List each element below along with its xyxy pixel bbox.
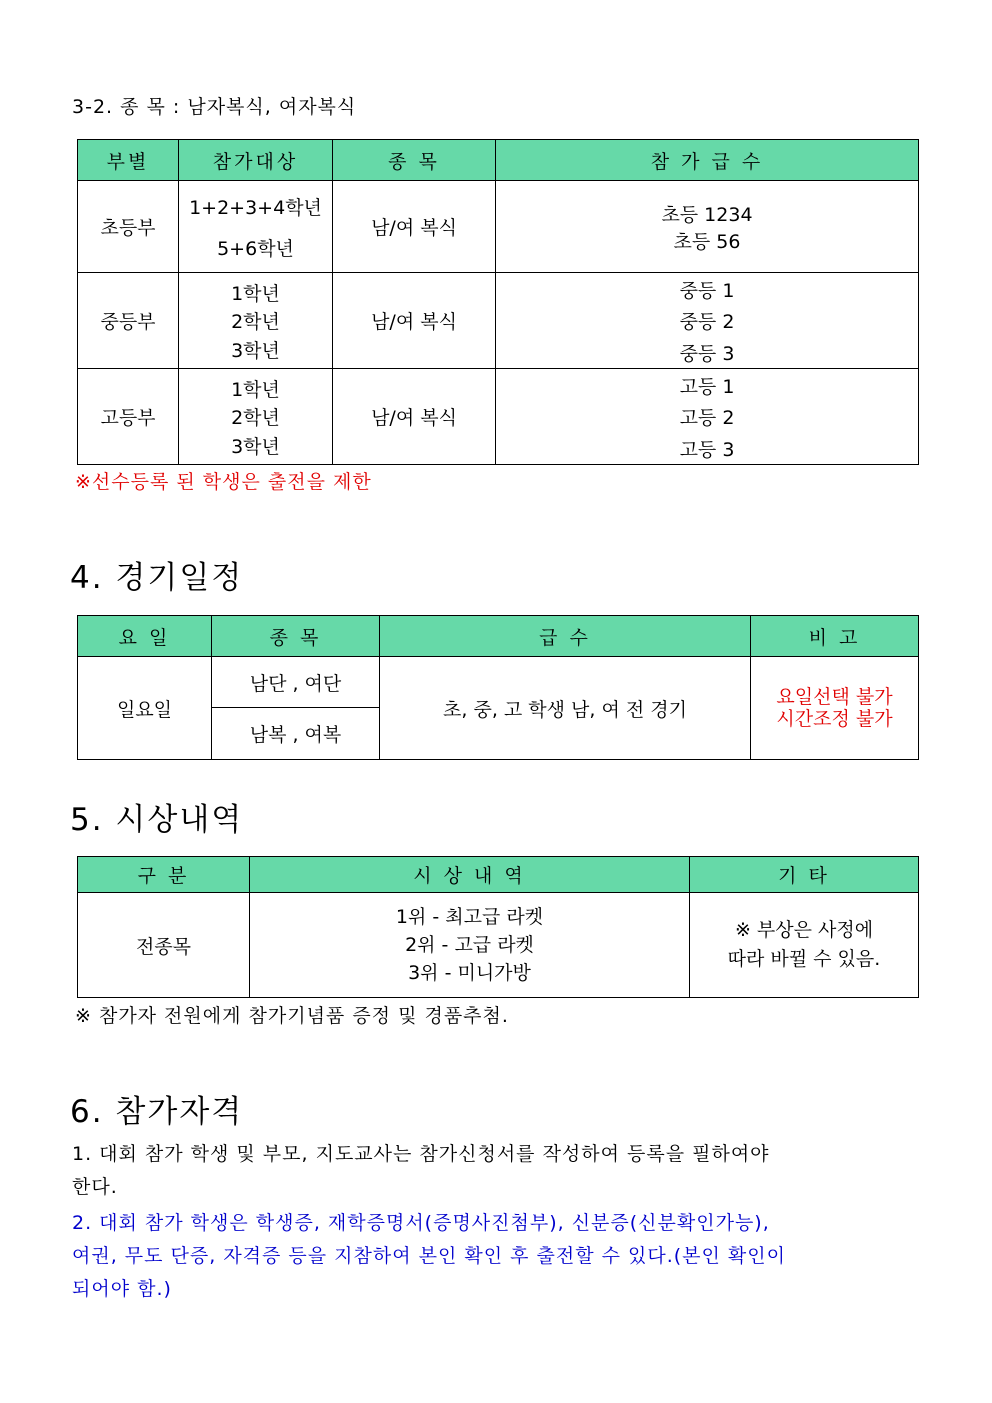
event-grade-table xyxy=(77,139,919,465)
table-row xyxy=(78,893,919,998)
grade-text: 중등 1 xyxy=(679,279,735,302)
grade-cell xyxy=(496,181,919,273)
remark-text: 시간조정 불가 xyxy=(776,708,893,730)
division-cell: 고등부 xyxy=(78,369,179,465)
table-row xyxy=(78,657,919,708)
grade-cell xyxy=(496,369,919,465)
paragraph-line: 되어야 함.) xyxy=(72,1278,172,1300)
eligibility-paragraph-1 xyxy=(72,1138,922,1204)
grade-text: 초등 1234 xyxy=(661,203,753,226)
target-text: 1학년 xyxy=(231,378,280,401)
header-day: 요 일 xyxy=(78,616,212,657)
remark-text: 요일선택 불가 xyxy=(776,686,893,708)
target-text: 3학년 xyxy=(231,339,280,362)
header-grade: 급 수 xyxy=(380,616,751,657)
header-remarks: 비 고 xyxy=(751,616,919,657)
grade-cell: 초, 중, 고 학생 남, 여 전 경기 xyxy=(380,657,751,760)
event-cell: 남/여 복식 xyxy=(333,181,496,273)
paragraph-line: 1. 대회 참가 학생 및 부모, 지도교사는 참가신청서를 작성하여 등록을 필하여야 xyxy=(72,1143,770,1165)
paragraph-line: 여권, 무도 단증, 자격증 등을 지참하여 본인 확인 후 출전할 수 있다.(본인 확인이 xyxy=(72,1245,786,1267)
etc-text: ※ 부상은 사정에 xyxy=(734,919,874,941)
target-text: 2학년 xyxy=(231,311,280,333)
grade-text: 고등 3 xyxy=(679,438,735,461)
category-cell: 전종목 xyxy=(78,893,250,998)
event-cell: 남/여 복식 xyxy=(333,369,496,465)
grade-text: 초등 56 xyxy=(673,230,741,253)
header-etc: 기 타 xyxy=(690,857,919,893)
award-text: 3위 - 미니가방 xyxy=(408,962,531,984)
header-awards: 시 상 내 역 xyxy=(250,857,690,893)
target-cell xyxy=(179,369,333,465)
grade-text: 중등 2 xyxy=(679,311,735,333)
event-cell: 남단 , 여단 xyxy=(212,657,380,708)
target-text: 5+6학년 xyxy=(217,237,294,260)
awards-cell xyxy=(250,893,690,998)
event-cell: 남/여 복식 xyxy=(333,273,496,369)
target-text: 1+2+3+4학년 xyxy=(189,196,322,219)
table-row xyxy=(78,369,919,465)
paragraph-line: 2. 대회 참가 학생은 학생증, 재학증명서(증명사진첨부), 신분증(신분확인가능), xyxy=(72,1212,770,1234)
awards-note: ※ 참가자 전원에게 참가기념품 증정 및 경품추첨. xyxy=(75,1005,509,1027)
table-row xyxy=(78,181,919,273)
grade-text: 고등 2 xyxy=(679,407,735,429)
target-cell xyxy=(179,181,333,273)
header-event: 종 목 xyxy=(333,140,496,181)
header-category: 구 분 xyxy=(78,857,250,893)
header-division: 부별 xyxy=(78,140,179,181)
section-4-heading: 4. 경기일정 xyxy=(70,560,244,596)
header-event: 종 목 xyxy=(212,616,380,657)
target-text: 2학년 xyxy=(231,407,280,429)
grade-text: 중등 3 xyxy=(679,342,735,365)
etc-cell xyxy=(690,893,919,998)
eligibility-paragraph-2 xyxy=(72,1207,922,1306)
paragraph-line: 한다. xyxy=(72,1176,118,1198)
division-cell: 초등부 xyxy=(78,181,179,273)
section-6-heading: 6. 참가자격 xyxy=(70,1094,244,1130)
award-text: 2위 - 고급 라켓 xyxy=(405,934,534,956)
header-grade: 참 가 급 수 xyxy=(496,140,919,181)
grade-cell xyxy=(496,273,919,369)
registration-note: ※선수등록 된 학생은 출전을 제한 xyxy=(75,471,372,493)
day-cell: 일요일 xyxy=(78,657,212,760)
schedule-table xyxy=(77,615,919,760)
section-3-2-heading: 3-2. 종 목 : 남자복식, 여자복식 xyxy=(72,96,357,118)
awards-table xyxy=(77,856,919,998)
target-text: 3학년 xyxy=(231,435,280,458)
header-target: 참가대상 xyxy=(179,140,333,181)
etc-text: 따라 바뀔 수 있음. xyxy=(727,948,881,970)
target-text: 1학년 xyxy=(231,282,280,305)
grade-text: 고등 1 xyxy=(679,375,735,398)
division-cell: 중등부 xyxy=(78,273,179,369)
target-cell xyxy=(179,273,333,369)
table-row xyxy=(78,273,919,369)
section-5-heading: 5. 시상내역 xyxy=(70,802,244,838)
event-cell: 남복 , 여복 xyxy=(212,708,380,760)
remarks-cell xyxy=(751,657,919,760)
award-text: 1위 - 최고급 라켓 xyxy=(395,906,544,928)
